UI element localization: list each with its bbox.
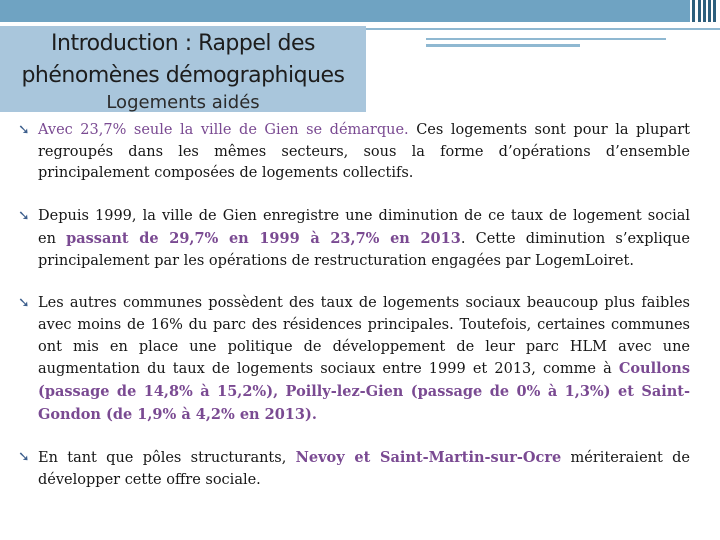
- header-bar-accent: [703, 0, 706, 22]
- header-decoration: [0, 0, 720, 22]
- header-line: [366, 28, 720, 30]
- bullet-text: Les autres communes possèdent des taux de logements sociaux beaucoup plus faibles avec moins de 16% du parc des résidences principales. Toutefois, certaines communes ont mis en place une politique de développement de leur parc HLM avec une augmentation du taux de logements sociaux entre 1999 et 2013, comme à: [38, 295, 690, 378]
- page-title-line1: Introduction : Rappel des: [51, 31, 315, 56]
- bullet-text: En tant que pôles structurants,: [38, 450, 296, 467]
- bullet-highlight: Nevoy et Saint-Martin-sur-Ocre: [295, 449, 562, 467]
- header-bar-accent: [708, 0, 711, 22]
- arrow-down-right-icon: ➘: [18, 122, 30, 138]
- bullet-highlight: passant de 29,7% en 1999 à 23,7% en 2013: [66, 229, 461, 247]
- bullet-text: Depuis 1999, la ville de Gien enregistre une diminution de ce taux de logement social en: [38, 208, 690, 247]
- header-bar-accent: [713, 0, 716, 22]
- page-subtitle: Logements aidés: [106, 92, 260, 113]
- bullet-text: . Cette diminution s’explique principalement par les opérations de restructuration engagées par LogemLoiret.: [38, 230, 690, 269]
- bullet-highlight: Coullons (passage de 14,8% à 15,2%), Poilly-lez-Gien (passage de 0% à 1,3%) et Saint-Gondon (de 1,9% à 4,2% en 2013).: [38, 360, 690, 423]
- header-bar-accent: [692, 0, 695, 22]
- arrow-down-right-icon: ➘: [18, 208, 30, 225]
- arrow-down-right-icon: ➘: [18, 295, 30, 312]
- header-bar-accent: [698, 0, 701, 22]
- header-line: [426, 44, 580, 47]
- bullet-item: [18, 293, 690, 426]
- header-bar: [0, 0, 690, 22]
- arrow-down-right-icon: ➘: [18, 449, 30, 466]
- bullet-item: [18, 120, 690, 185]
- bullet-text: Ces logements sont pour la plupart regroupés dans les mêmes secteurs, sous la forme d’opérations d’ensemble principalement composées de logements collectifs.: [38, 122, 690, 182]
- header-line: [426, 38, 666, 40]
- bullet-item: [18, 206, 690, 272]
- title-box: [0, 26, 366, 112]
- bullet-item: [18, 447, 690, 491]
- page-title-line2: phénomènes démographiques: [21, 63, 345, 88]
- content-body: [18, 120, 690, 492]
- bullet-text: mériteraient de développer cette offre sociale.: [38, 450, 690, 489]
- bullet-highlight: Avec 23,7% seule la ville de Gien se démarque.: [38, 122, 409, 138]
